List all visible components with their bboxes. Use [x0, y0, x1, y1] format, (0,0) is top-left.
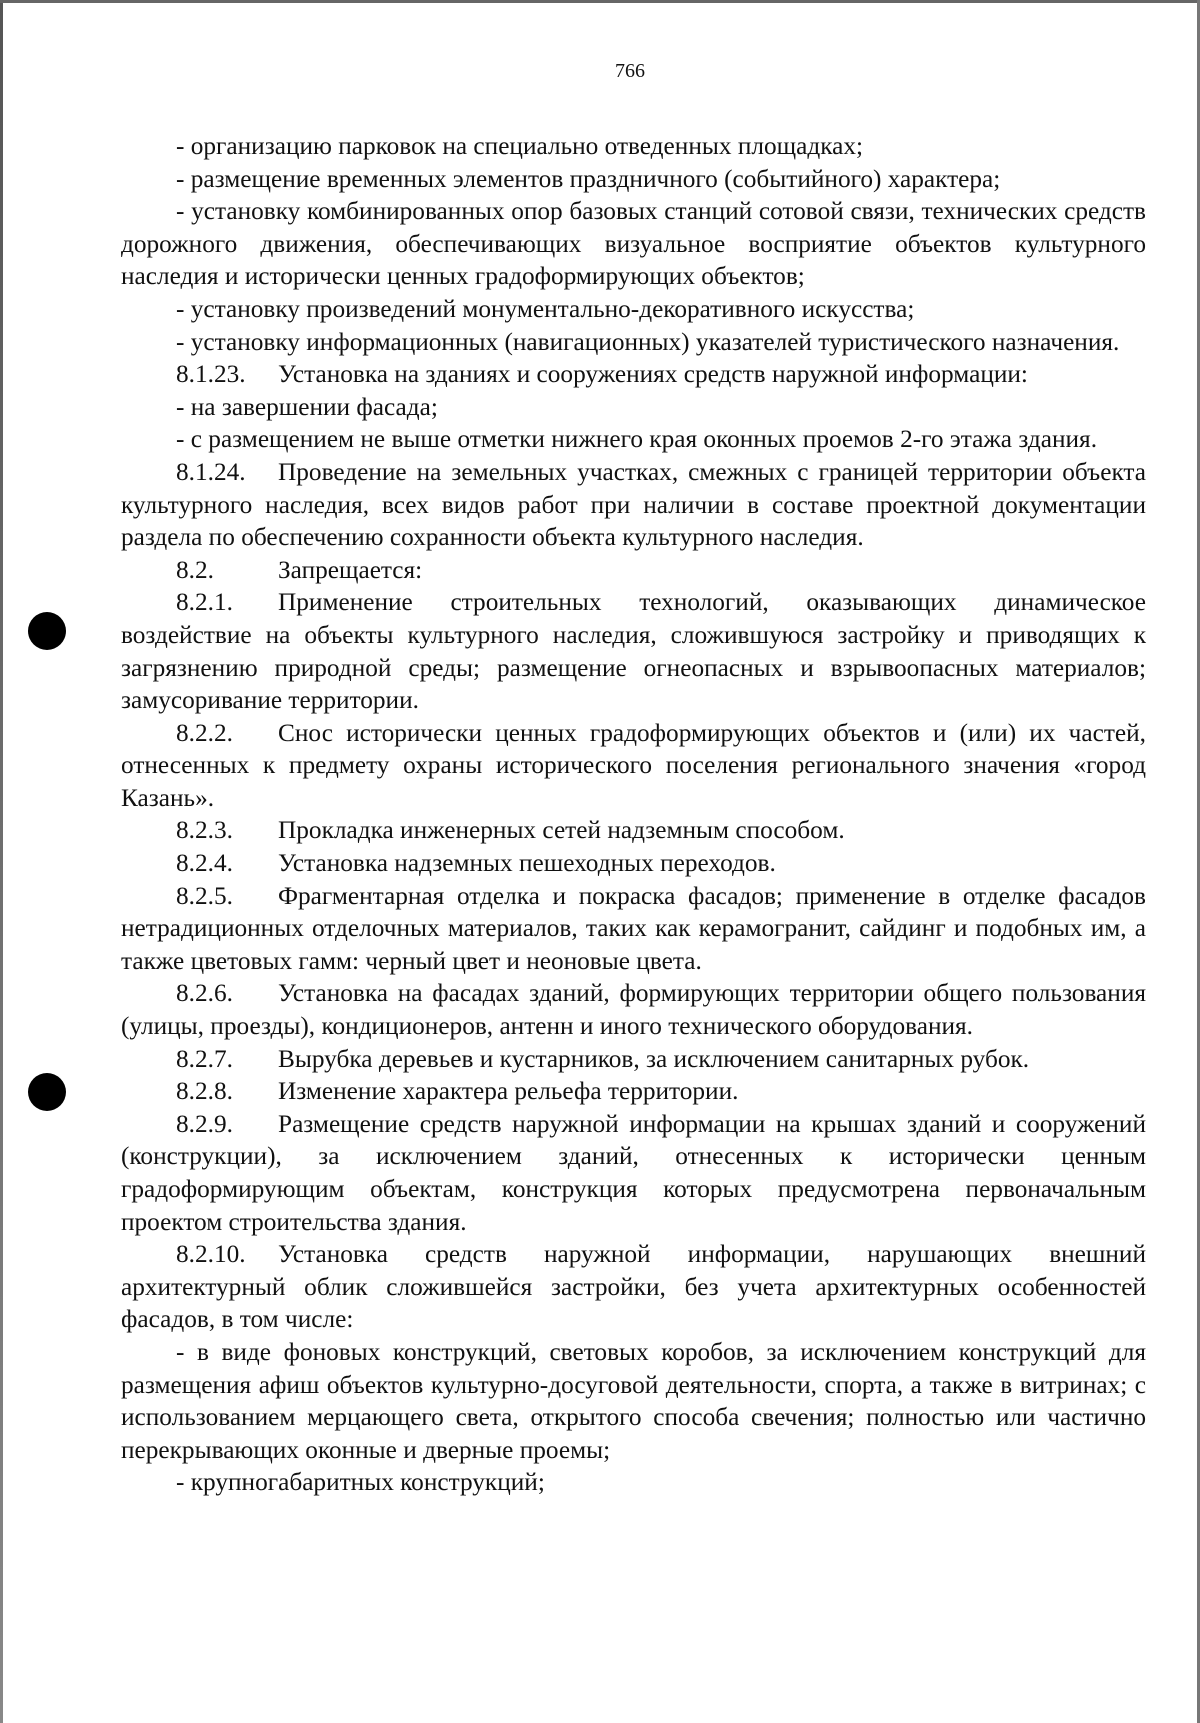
clause-number: 8.2.10. — [176, 1240, 246, 1269]
clause-number: 8.2.5. — [176, 881, 233, 910]
numbered-paragraph — [121, 1043, 1146, 1076]
clause-text: Изменение характера рельефа территории. — [278, 1077, 739, 1106]
clause-number: 8.1.24. — [176, 457, 246, 486]
document-body — [121, 130, 1146, 1499]
clause-text: Фрагментарная отделка и покраска фасадов; применение в отделке фасадов нетрадиционных отделочных материалов, таких как керамогранит, сайдинг и подобных им, а также цветовых гамм: черный цвет и неоновые цвета. — [121, 881, 1146, 975]
clause-text: Прокладка инженерных сетей надземным способом. — [278, 816, 845, 845]
clause-number: 8.2.7. — [176, 1044, 233, 1073]
punch-hole-top — [28, 612, 66, 650]
numbered-paragraph — [121, 1238, 1146, 1336]
punch-hole-bottom — [28, 1073, 66, 1111]
clause-text: Запрещается: — [278, 555, 423, 584]
clause-number: 8.2. — [176, 555, 214, 584]
paragraph: - размещение временных элементов праздничного (событийного) характера; — [176, 164, 1001, 193]
page-number: 766 — [615, 60, 645, 82]
clause-text: Размещение средств наружной информации на крышах зданий и сооружений (конструкции), за исключением зданий, отнесенных к исторически ценным градоформирующим объектам, конструкция которых предусмотрена первоначальным проектом строительства здания. — [121, 1109, 1146, 1236]
clause-number: 8.1.23. — [176, 360, 246, 389]
numbered-paragraph — [121, 1108, 1146, 1238]
paragraph: - крупногабаритных конструкций; — [176, 1468, 545, 1497]
clause-number: 8.2.9. — [176, 1109, 233, 1138]
clause-text: Вырубка деревьев и кустарников, за исключением санитарных рубок. — [278, 1044, 1030, 1073]
numbered-paragraph — [121, 456, 1146, 554]
clause-text: Установка средств наружной информации, нарушающих внешний архитектурный облик сложившейся застройки, без учета архитектурных особенностей фасадов, в том числе: — [121, 1240, 1146, 1334]
paragraph: - с размещением не выше отметки нижнего края оконных проемов 2-го этажа здания. — [176, 425, 1098, 454]
paragraph: - установку комбинированных опор базовых станций сотовой связи, технических средств дорожного движения, обеспечивающих визуальное восприятие объектов культурного наследия и исторически ценных градоформирующих объектов; — [121, 197, 1146, 291]
paragraph: - установку произведений монументально-декоративного искусства; — [176, 294, 915, 323]
scan-edge-left — [0, 0, 3, 1723]
paragraph: - в виде фоновых конструкций, световых коробов, за исключением конструкций для размещения афиш объектов культурно-досуговой деятельности, спорта, а также в витринах; с использованием мерцающего света, открытого способа свечения; полностью или частично перекрывающих оконные и дверные проемы; — [121, 1337, 1146, 1464]
numbered-paragraph — [121, 814, 1146, 847]
paragraph: - организацию парковок на специально отведенных площадках; — [176, 132, 864, 160]
clause-number: 8.2.6. — [176, 979, 233, 1008]
numbered-paragraph — [121, 358, 1146, 391]
paragraph: - установку информационных (навигационных) указателей туристического назначения. — [176, 327, 1120, 356]
clause-number: 8.2.8. — [176, 1077, 233, 1106]
clause-number: 8.2.2. — [176, 718, 233, 747]
numbered-paragraph — [121, 880, 1146, 978]
numbered-paragraph — [121, 847, 1146, 880]
clause-text: Снос исторически ценных градоформирующих объектов и (или) их частей, отнесенных к предмету охраны исторического поселения регионального значения «город Казань». — [121, 718, 1146, 812]
clause-text: Установка на зданиях и сооружениях средств наружной информации: — [278, 360, 1028, 389]
numbered-paragraph — [121, 977, 1146, 1042]
clause-text: Применение строительных технологий, оказывающих динамическое воздействие на объекты культурного наследия, сложившуюся застройку и приводящих к загрязнению природной среды; размещение огнеопасных и взрывоопасных материалов; замусоривание территории. — [121, 588, 1146, 715]
clause-number: 8.2.3. — [176, 816, 233, 845]
numbered-paragraph — [121, 1075, 1146, 1108]
scan-edge-top — [0, 0, 1200, 3]
clause-text: Установка на фасадах зданий, формирующих территории общего пользования (улицы, проезды), кондиционеров, антенн и иного технического оборудования. — [121, 979, 1146, 1041]
clause-text: Установка надземных пешеходных переходов. — [278, 849, 776, 878]
paragraph: - на завершении фасада; — [176, 392, 438, 421]
clause-text: Проведение на земельных участках, смежных с границей территории объекта культурного наследия, всех видов работ при наличии в составе проектной документации раздела по обеспечению сохранности объекта культурного наследия. — [121, 457, 1146, 552]
clause-number: 8.2.4. — [176, 849, 233, 878]
numbered-paragraph — [121, 554, 1146, 587]
numbered-paragraph — [121, 586, 1146, 716]
numbered-paragraph — [121, 717, 1146, 815]
clause-number: 8.2.1. — [176, 588, 233, 617]
